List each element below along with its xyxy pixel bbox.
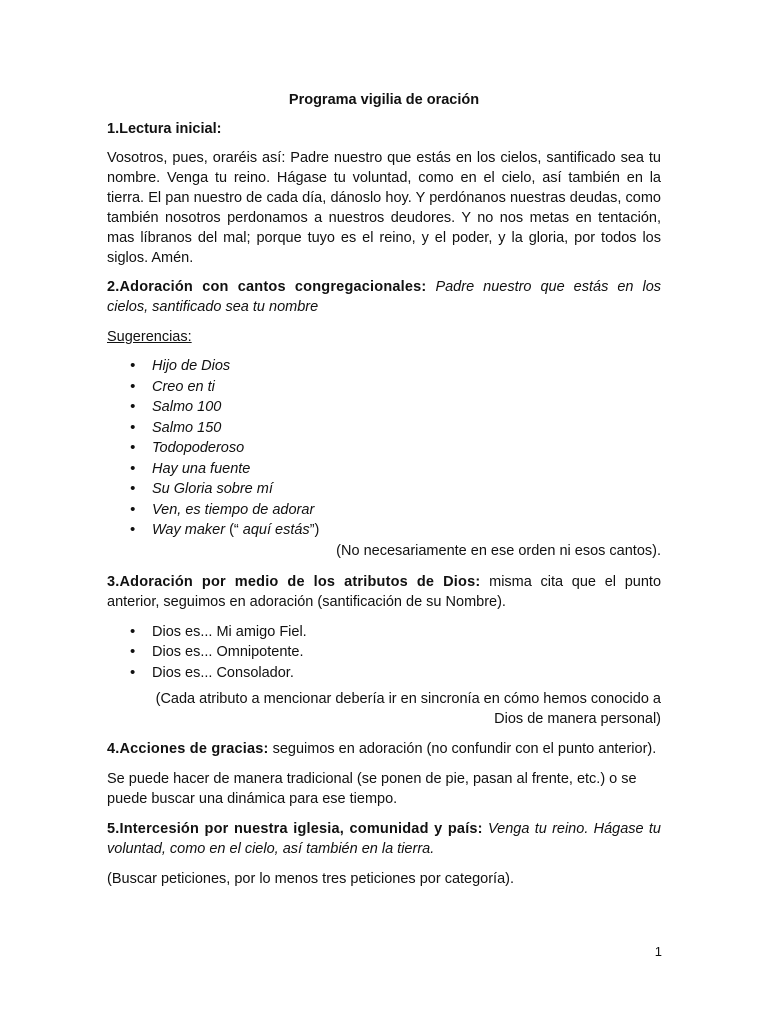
songs-note: (No necesariamente en ese orden ni esos cantos). bbox=[336, 542, 661, 559]
section-5-paragraph bbox=[107, 819, 661, 859]
section-3-heading: 3.Adoración por medio de los atributos de Dios: bbox=[107, 573, 481, 590]
section-1-heading: 1.Lectura inicial: bbox=[107, 121, 222, 137]
section-1-text: Vosotros, pues, oraréis así: Padre nuestro que estás en los cielos, santificado sea tu nombre. Venga tu reino. Hágase tu voluntad, como en el cielo, así también en la tierra. El pan nuestro de cada día, dánoslo hoy. Y perdónanos nuestras deudas, como también nosotros perdonamos a nuestros deudores. Y no nos metas en tentación, mas líbranos del mal; porque tuyo es el reino, y el poder, y la gloria, por todos los siglos. Amén. bbox=[107, 150, 661, 266]
list-item: • Hay una fuente bbox=[152, 459, 661, 480]
list-item: • Su Gloria sobre mí bbox=[152, 479, 661, 500]
section-5-quote: Venga tu reino. Hágase tu voluntad, como en el cielo, así también en la tierra. bbox=[107, 821, 661, 857]
list-item: • Dios es... Omnipotente. bbox=[152, 642, 661, 663]
section-5-note: (Buscar peticiones, por lo menos tres peticiones por categoría). bbox=[107, 871, 515, 887]
list-item: • Dios es... Mi amigo Fiel. bbox=[152, 622, 661, 643]
list-item: • Salmo 150 bbox=[152, 418, 661, 439]
section-4-heading: 4.Acciones de gracias: bbox=[107, 741, 269, 757]
section-4-text: seguimos en adoración (no confundir con el punto anterior). bbox=[272, 741, 657, 757]
song-paren-open: (“ bbox=[225, 522, 239, 538]
song-paren-close: ”) bbox=[309, 522, 320, 538]
section-2-paragraph bbox=[107, 277, 661, 317]
section-3-text: misma cita que el punto anterior, seguimos en adoración (santificación de su Nombre). bbox=[107, 573, 662, 610]
list-item: • Todopoderoso bbox=[152, 438, 661, 459]
list-item: • Dios es... Consolador. bbox=[152, 663, 661, 684]
section-4-text-2: Se puede hacer de manera tradicional (se ponen de pie, pasan al frente, etc.) o se puede buscar una dinámica para ese tiempo. bbox=[107, 771, 637, 807]
section-3-paragraph bbox=[107, 572, 661, 612]
section-2-quote: Padre nuestro que estás en los cielos, santificado sea tu nombre bbox=[107, 279, 662, 315]
document-page bbox=[107, 90, 661, 898]
song-list bbox=[107, 356, 661, 541]
section-4-paragraph bbox=[107, 739, 661, 759]
section-2-heading: 2.Adoración con cantos congregacionales: bbox=[107, 279, 427, 295]
song-subtitle: aquí estás bbox=[238, 522, 310, 538]
suggestions-label: Sugerencias: bbox=[107, 329, 192, 345]
page-number: 1 bbox=[654, 944, 662, 959]
list-item: • Hijo de Dios bbox=[152, 356, 661, 377]
attribute-list bbox=[107, 622, 661, 684]
song-name: Way maker bbox=[152, 522, 226, 538]
list-item: • Salmo 100 bbox=[152, 397, 661, 418]
list-item bbox=[152, 520, 661, 541]
list-item: • Ven, es tiempo de adorar bbox=[152, 500, 661, 521]
list-item: • Creo en ti bbox=[152, 377, 661, 398]
document-title: Programa vigilia de oración bbox=[288, 92, 480, 108]
section-5-heading: 5.Intercesión por nuestra iglesia, comunidad y país: bbox=[107, 821, 483, 837]
attributes-note: (Cada atributo a mencionar debería ir en sincronía en cómo hemos conocido a Dios de manera personal) bbox=[155, 691, 661, 727]
